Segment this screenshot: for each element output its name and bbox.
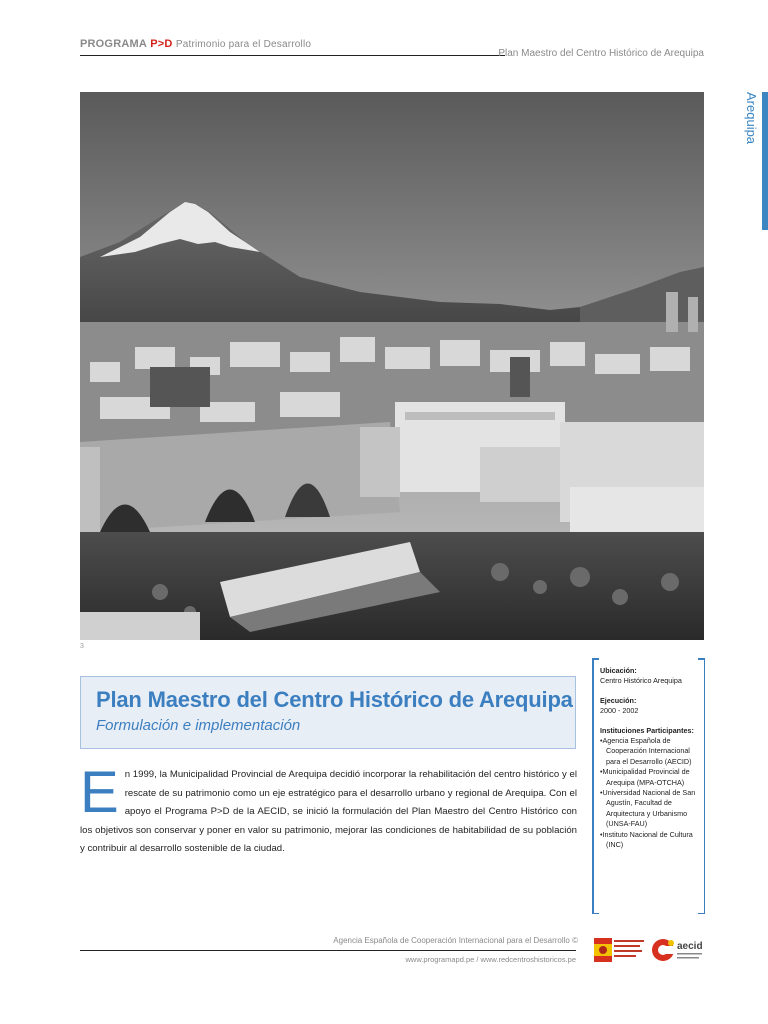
side-tab-label: Arequipa — [744, 92, 759, 145]
location-label: Ubicación: — [600, 666, 637, 675]
execution-value: 2000 - 2002 — [600, 706, 639, 716]
location-value: Centro Histórico Arequipa — [600, 676, 682, 686]
aecid-logo-text: aecid — [677, 941, 703, 952]
institution-item: •Universidad Nacional de San Agustín, Facultad de Arquitectura y Urbanismo (UNSA-FAU) — [600, 788, 696, 829]
aecid-logo — [650, 934, 705, 966]
drop-cap: E — [80, 760, 119, 825]
institution-item: •Municipalidad Provincial de Arequipa (MPA-OTCHA) — [600, 767, 690, 787]
institution-item: •Instituto Nacional de Cultura (INC) — [600, 829, 693, 850]
info-content — [600, 666, 700, 851]
page-subtitle: Formulación e implementación — [96, 717, 301, 734]
program-label: PROGRAMA — [80, 38, 147, 50]
info-panel — [592, 658, 705, 914]
footer-urls: www.programapd.pe / www.redcentroshistoricos.pe — [405, 955, 576, 964]
side-tab-bar — [762, 92, 768, 230]
program-subtitle: Patrimonio para el Desarrollo — [175, 39, 312, 50]
footer-rule — [80, 950, 576, 951]
arequipa-photo — [80, 92, 704, 640]
photo-number: 3 — [80, 643, 84, 650]
institution-item: •Agencia Española de Cooperación Internacional para el Desarrollo (AECID) — [600, 736, 692, 766]
institutions-label: Instituciones Participantes: — [600, 725, 694, 735]
body-text: n 1999, la Municipalidad Provincial de Arequipa decidió incorporar la rehabilitación del centro histórico y el rescate de su patrimonio como un eje estratégico para el desarrollo urbano y regional de Arequipa. Con el apoyo el Programa P>D de la AECID, se inició la formulación del Plan Maestro del Centro Histórico con los objetivos son conservar y poner en valor su patrimonio, mejorar las condiciones de habitabilidad de su población y contribuir al desarrollo sostenible de la ciudad. — [80, 769, 577, 854]
header-rule — [80, 55, 505, 56]
header-program — [80, 38, 311, 50]
header-right-title: Plan Maestro del Centro Histórico de Arequipa — [498, 48, 704, 59]
execution-label: Ejecución: — [600, 695, 637, 705]
program-code: P>D — [150, 38, 173, 50]
spain-ministry-logo — [592, 934, 646, 966]
title-box — [80, 676, 576, 749]
body-paragraph — [80, 760, 577, 859]
page-title: Plan Maestro del Centro Histórico de Arequipa — [96, 687, 573, 712]
footer-agency: Agencia Española de Cooperación Internacional para el Desarrollo © — [333, 936, 578, 945]
